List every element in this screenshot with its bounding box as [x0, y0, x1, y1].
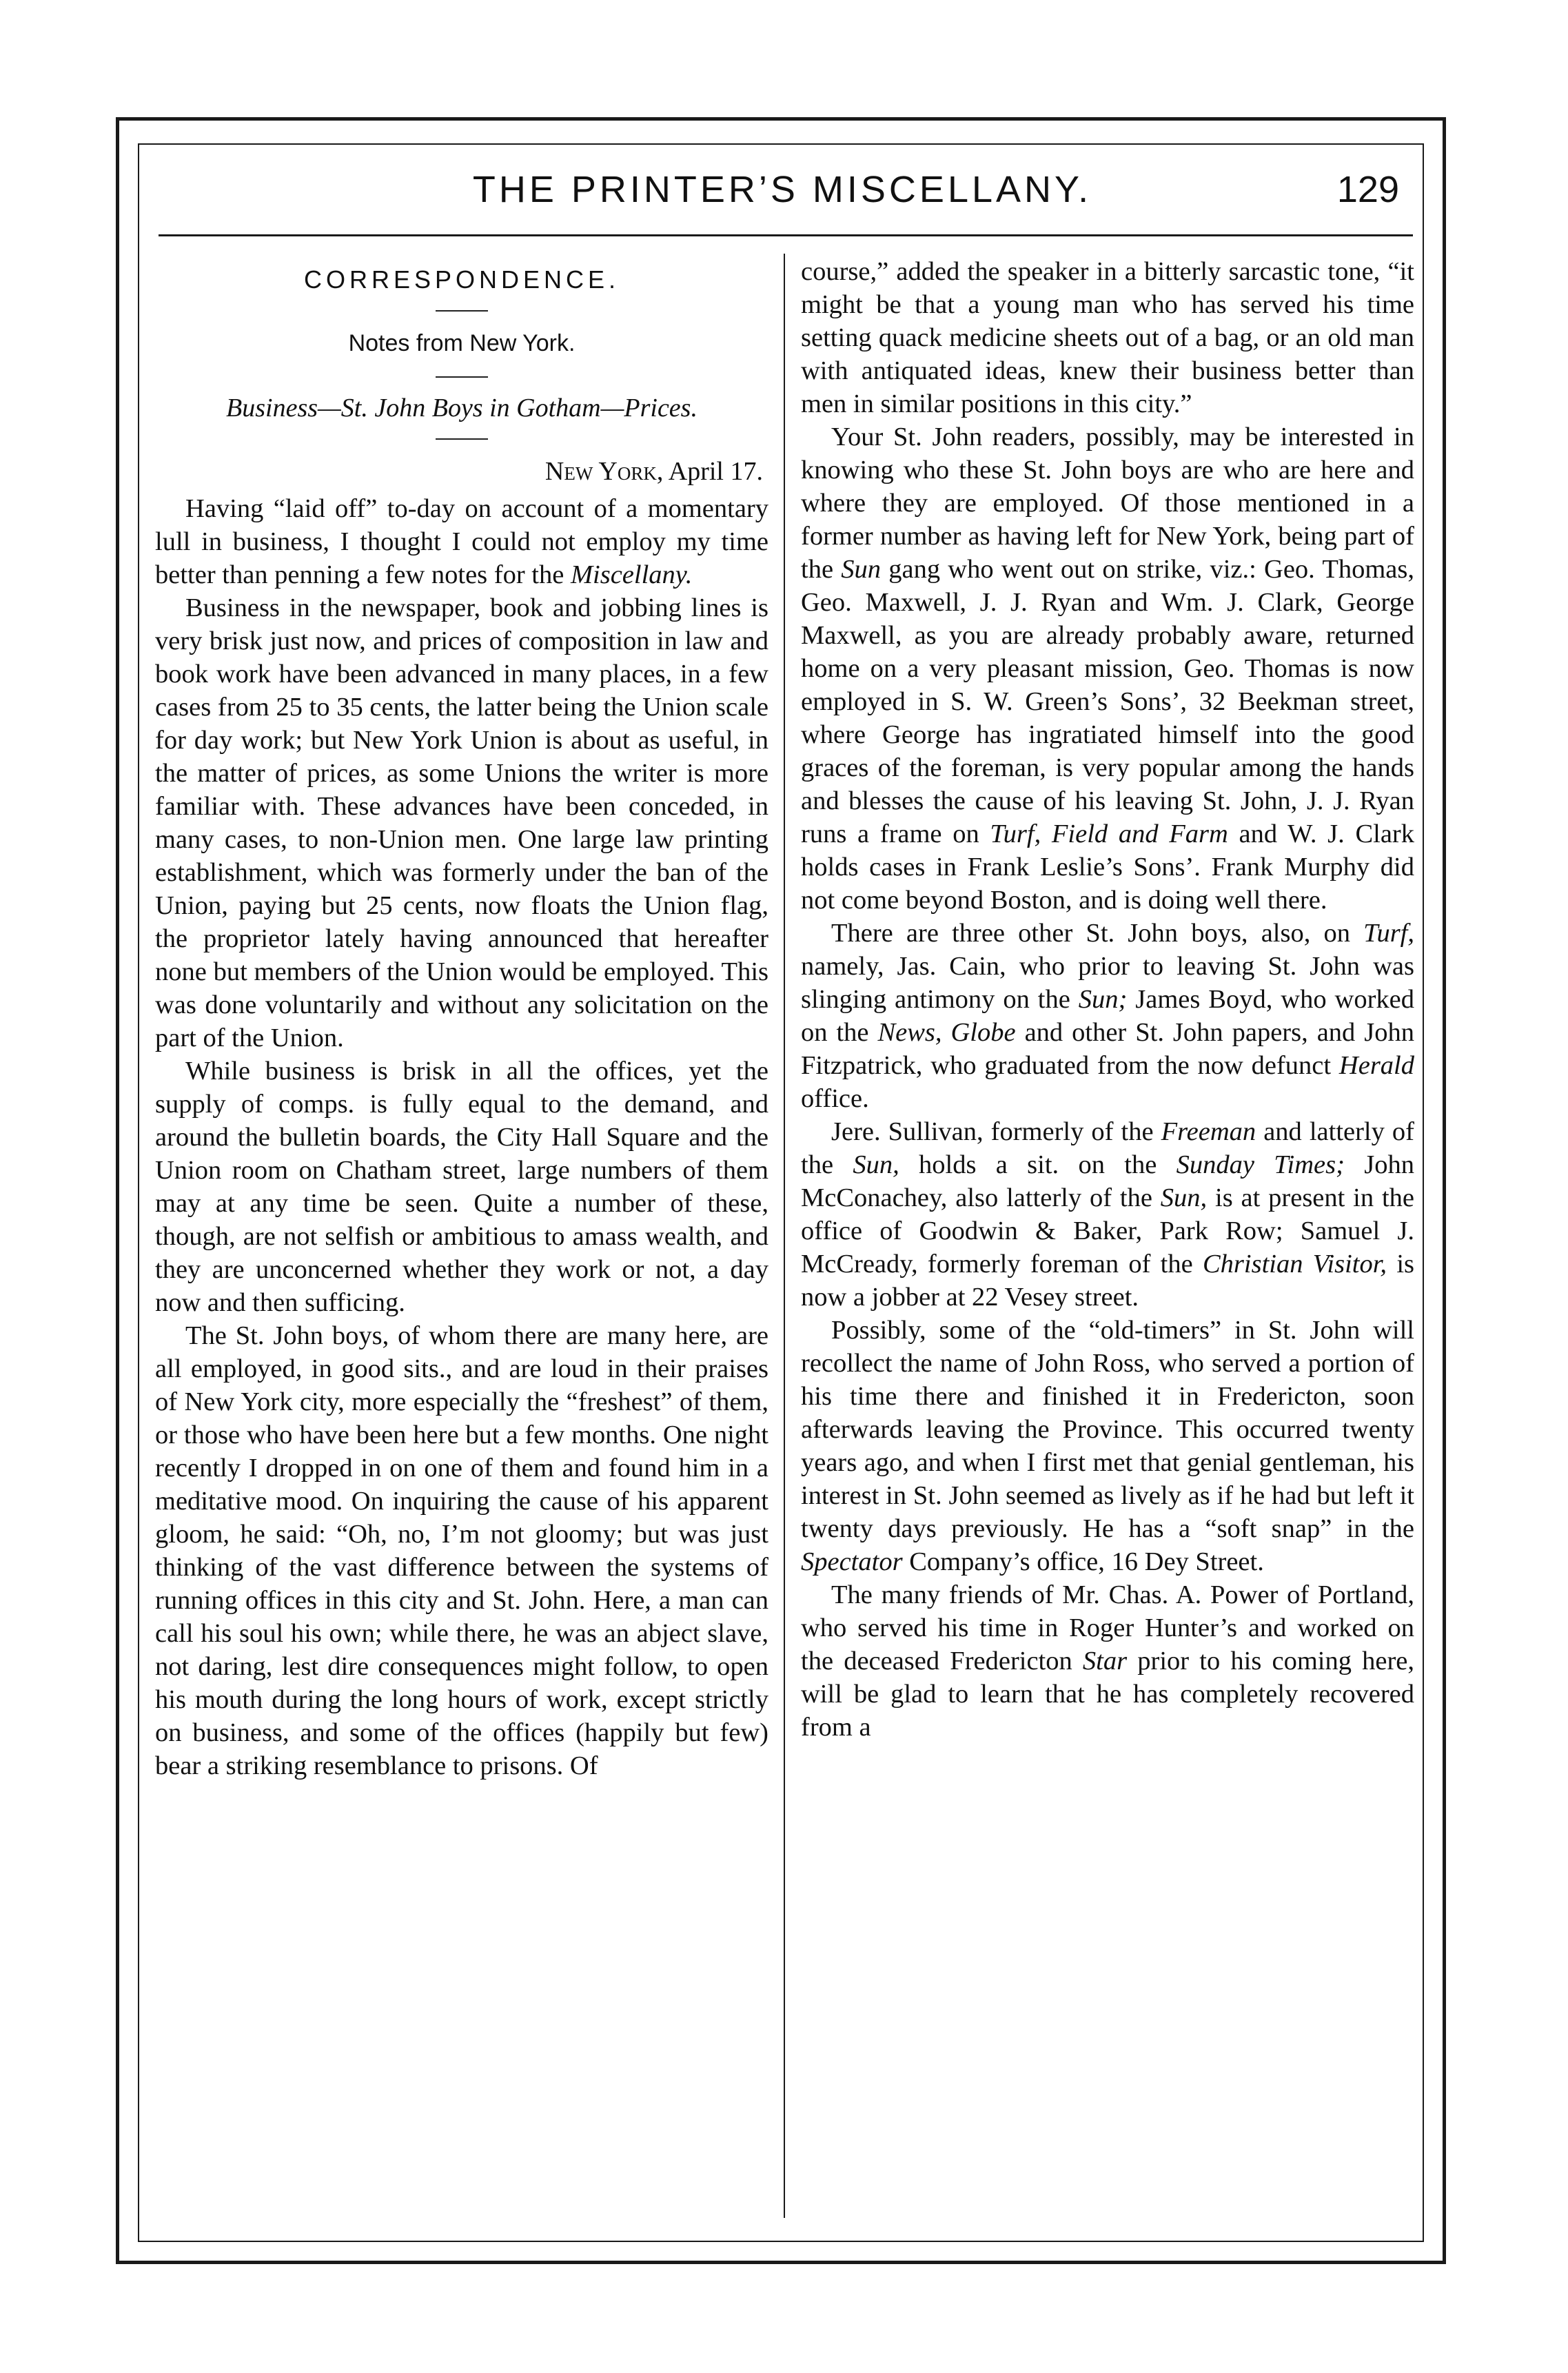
- publication-title: Turf, Field and Farm: [990, 819, 1228, 848]
- page-number: 129: [1336, 169, 1399, 210]
- paragraph: [801, 1115, 1414, 1314]
- publication-title: Spectator: [801, 1547, 903, 1576]
- publication-title: Star: [1082, 1647, 1128, 1676]
- publication-title: Turf,: [1363, 919, 1414, 948]
- article-kicker: Business—St. John Boys in Gotham—Prices.: [226, 394, 698, 422]
- short-rule: [436, 376, 488, 378]
- column-rule: [784, 254, 785, 2218]
- paragraph-text: Company’s office, 16 Dey Street.: [902, 1547, 1264, 1576]
- short-rule: [436, 310, 488, 312]
- paragraph-text: James Boyd, who worked on the: [801, 985, 1414, 1047]
- paragraph: The St. John boys, of whom there are many here, are all employed, in good sits., and are loud in their praises of New York city, more especially the “freshest” of them, or those who have been here but a few months. One night recently I dropped in on one of them and found him in a meditative mood. On inquiring the cause of his apparent gloom, he said: “Oh, no, I’m not gloomy; but was just thinking of the vast difference between the systems of running offices in this city and St. John. Here, a man can call his soul his own; while there, he was an abject slave, not daring, lest dire consequences might follow, to open his mouth during the long hours of work, except strictly on business, and some of the offices (happily but few) bear a striking resemblance to prisons. Of: [155, 1321, 768, 1780]
- paragraph-text: and latterly of the: [801, 1117, 1414, 1179]
- publication-title: Christian Visitor,: [1202, 1250, 1387, 1279]
- paragraph: [155, 492, 768, 591]
- publication-title: Sun,: [1160, 1183, 1208, 1212]
- paragraph-text: Jere. Sullivan, formerly of the: [831, 1117, 1161, 1146]
- section-heading: CORRESPONDENCE.: [303, 265, 620, 294]
- paragraph: [801, 420, 1414, 917]
- running-title: THE PRINTER’S MISCELLANY.: [472, 169, 1092, 210]
- right-column: [801, 255, 1414, 1744]
- publication-title: Sun: [841, 555, 882, 584]
- article-subheading: Notes from New York.: [348, 330, 576, 356]
- paragraph-text: and other St. John papers, and John Fitzpatrick, who graduated from the now defunct: [801, 1018, 1414, 1080]
- dateline-date: April 17.: [668, 457, 763, 486]
- paragraph: Business in the newspaper, book and jobbing lines is very brisk just now, and prices of composition in law and book work have been advanced in many places, in a few cases from 25 to 35 cents, the latter being the Union scale for day work; but New York Union is about as useful, in the matter of prices, as some Unions the writer is more familiar with. These advances have been conceded, in many cases, to non-Union men. One large law printing establishment, which was formerly under the ban of the Union, paying but 25 cents, now floats the Union flag, the proprietor lately having announced that hereafter none but members of the Union would be employed. This was done voluntarily and without any solicitation on the part of the Union.: [155, 593, 768, 1052]
- paragraph-text: Possibly, some of the “old-timers” in St. John will recollect the name of John Ross, who served a portion of his time there and finished it in Fredericton, soon afterwards leaving the Province. This occurred twenty years ago, and when I first met that genial gentleman, his interest in St. John seemed as lively as if he had but left it twenty days previously. He has a “soft snap” in the: [801, 1316, 1414, 1543]
- publication-title: Miscellany.: [570, 560, 693, 589]
- short-rule: [436, 438, 488, 440]
- paragraph-text: John McConachey, also latterly of the: [801, 1150, 1414, 1212]
- running-head: [159, 168, 1406, 223]
- paragraph: [801, 1578, 1414, 1744]
- paragraph-text: Having “laid off” to-day on account of a momentary lull in business, I thought I could not employ my time better than penning a few notes for the: [155, 494, 768, 589]
- publication-title: Sun;: [1078, 985, 1128, 1014]
- publication-title: Sunday Times;: [1176, 1150, 1345, 1179]
- paragraph-text: There are three other St. John boys, also, on: [831, 919, 1364, 948]
- dateline: [155, 455, 768, 488]
- paragraph-text: is at present in the office of Goodwin & Baker, Park Row; Samuel J. McCready, formerly foreman of the: [801, 1183, 1415, 1279]
- paragraph-text: is now a jobber at 22 Vesey street.: [801, 1250, 1415, 1312]
- left-column: [155, 255, 768, 1782]
- publication-title: Sun,: [853, 1150, 899, 1179]
- paragraph-text: gang who went out on strike, viz.: Geo. Thomas, Geo. Maxwell, J. J. Ryan and Wm. J. Clark, George Maxwell, as you are already probably aware, returned home on a very pleasant mission, Geo. Thomas is now employed in S. W. Green’s Sons’, 32 Beekman street, where George has ingratiated himself into the good graces of the foreman, is very popular among the hands and blesses the cause of his leaving St. John, J. J. Ryan runs a frame on: [801, 555, 1414, 848]
- paragraph-text: holds a sit. on the: [899, 1150, 1177, 1179]
- header-rule: [159, 234, 1413, 236]
- paragraph-text: The many friends of Mr. Chas. A. Power of Portland, who served his time in Roger Hunter’s and worked on the deceased Fredericton: [801, 1580, 1414, 1676]
- paragraph-text: office.: [801, 1084, 869, 1113]
- paragraph-text: Your St. John readers, possibly, may be interested in knowing who these St. John boys are who are here and where they are employed. Of those mentioned in a former number as having left for New York, being part of the: [801, 422, 1414, 584]
- dateline-place: New York,: [544, 457, 664, 486]
- paragraph: [801, 1314, 1414, 1578]
- publication-title: Freeman: [1161, 1117, 1256, 1146]
- publication-title: Herald: [1338, 1051, 1414, 1080]
- paragraph-text: prior to his coming here, will be glad to learn that he has completely recovered from a: [801, 1647, 1414, 1742]
- paragraph: course,” added the speaker in a bitterly sarcastic tone, “it might be that a young man who has served his time setting quack medicine sheets out of a bag, or an old man with antiquated ideas, knew their business better than men in similar positions in this city.”: [801, 257, 1414, 418]
- paragraph-text: namely, Jas. Cain, who prior to leaving St. John was slinging antimony on the: [801, 952, 1414, 1014]
- paragraph: [801, 917, 1414, 1115]
- paragraph-text: and W. J. Clark holds cases in Frank Leslie’s Sons’. Frank Murphy did not come beyond Boston, and is doing well there.: [801, 819, 1414, 915]
- paragraph: While business is brisk in all the offices, yet the supply of comps. is fully equal to the demand, and around the bulletin boards, the City Hall Square and the Union room on Chatham street, large numbers of them may at any time be seen. Quite a number of these, though, are not selfish or ambitious to amass wealth, and they are unconcerned whether they work or not, a day now and then sufficing.: [155, 1057, 768, 1317]
- publication-title: News, Globe: [877, 1018, 1016, 1047]
